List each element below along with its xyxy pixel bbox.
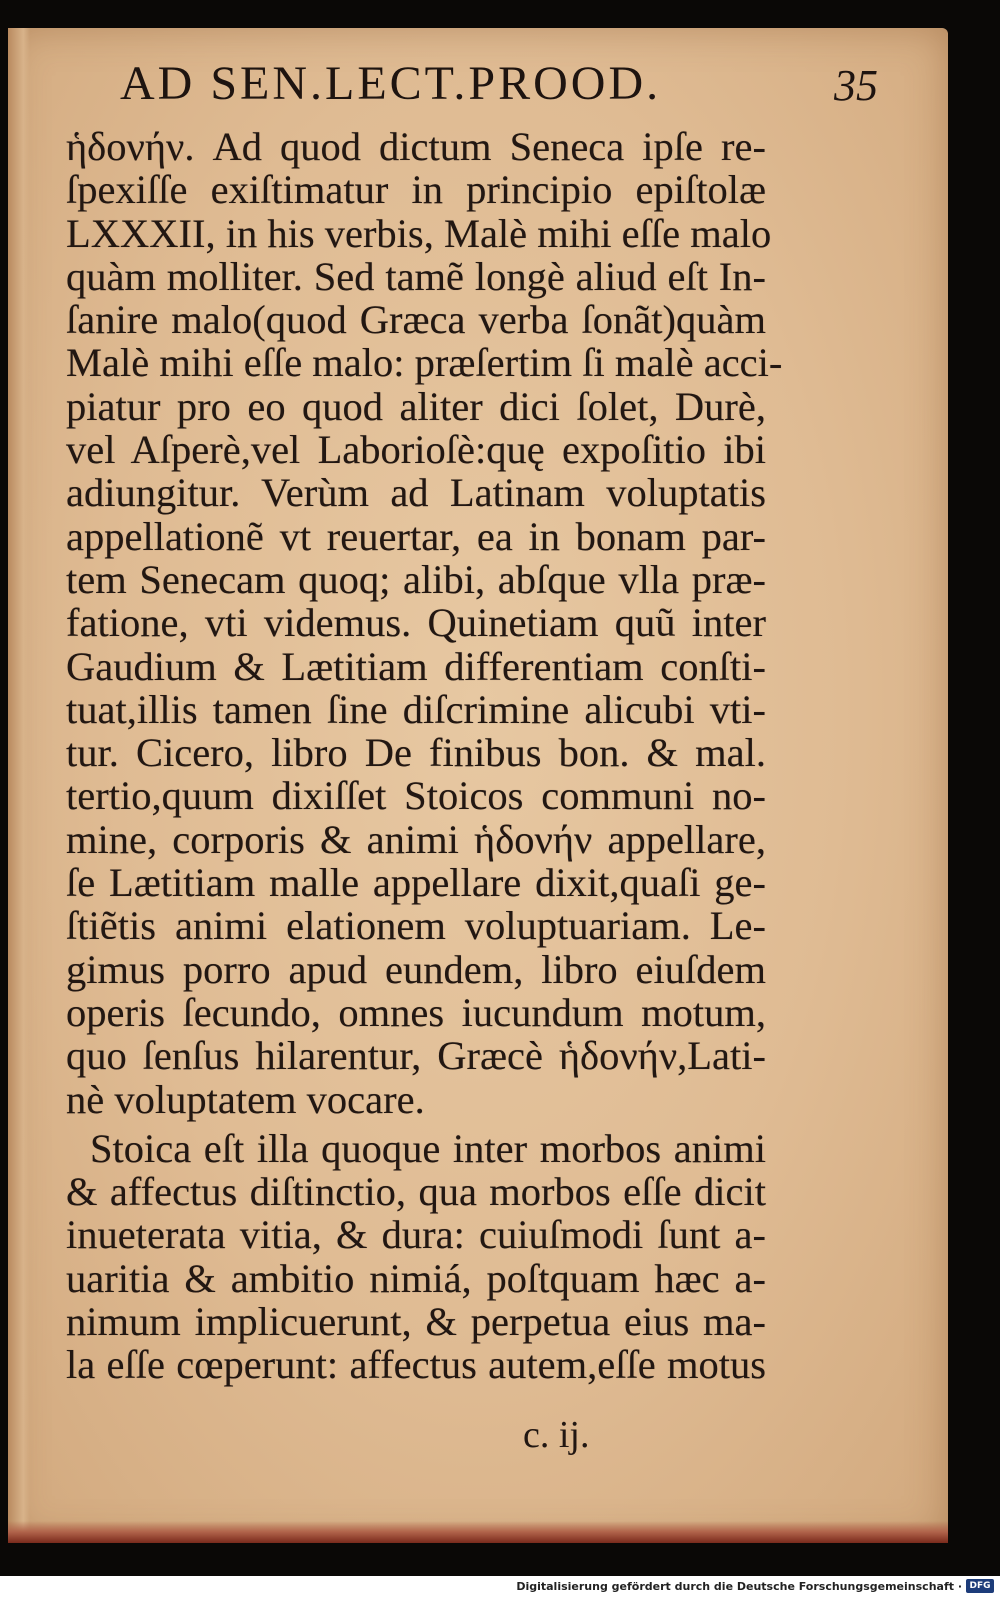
text-line: tertio,quum dixiſſet Stoicos communi no- xyxy=(66,773,766,819)
body-text xyxy=(66,124,783,1388)
text-line: & affectus diſtinctio, qua morbos eſſe dicit xyxy=(66,1169,766,1215)
dfg-logo-icon: DFG xyxy=(966,1579,994,1593)
text-line: gimus porro apud eundem, libro eiuſdem xyxy=(66,946,766,992)
text-line: LXXXII, in his verbis, Malè mihi eſſe malo xyxy=(66,210,772,256)
text-line: quo ſenſus hilarentur, Græcè ἡδονήν,Lati- xyxy=(66,1033,766,1079)
footer-credit: Digitalisierung gefördert durch die Deutsche Forschungsgemeinschaft · xyxy=(516,1580,962,1593)
text-line: uaritia & ambitio nimiá, poſtquam hæc a- xyxy=(66,1255,766,1301)
book-page xyxy=(8,28,948,1543)
text-line: operis ſecundo, omnes iucundum motum, xyxy=(66,989,766,1035)
text-line: Stoica eſt illa quoque inter morbos animi xyxy=(90,1125,766,1171)
signature-mark: c. ij. xyxy=(523,1414,590,1456)
page-number: 35 xyxy=(834,61,878,110)
text-line: nè voluptatem vocare. xyxy=(66,1076,425,1122)
text-line: Malè mihi eſſe malo: præſertim ſi malè acci- xyxy=(66,340,783,386)
text-line: fatione, vti videmus. Quinetiam quũ inter xyxy=(66,600,766,646)
text-line: adiungitur. Verùm ad Latinam voluptatis xyxy=(66,470,766,516)
text-line: quàm molliter. Sed tamẽ longè aliud eſt In- xyxy=(66,253,766,299)
text-line: ſtiẽtis animi elationem voluptuariam. Le- xyxy=(66,903,766,949)
text-line: Gaudium & Lætitiam differentiam conſti- xyxy=(66,643,766,689)
page-bottom-edge xyxy=(8,1521,948,1543)
text-line: nimum implicuerunt, & perpetua eius ma- xyxy=(66,1299,766,1345)
text-line: appellationẽ vt reuertar, ea in bonam par- xyxy=(66,513,766,559)
text-line: vel Aſperè,vel Laborioſè:quę expoſitio ibi xyxy=(66,427,766,473)
text-line: tem Senecam quoq; alibi, abſque vlla præ- xyxy=(66,556,766,602)
text-line: tur. Cicero, libro De finibus bon. & mal. xyxy=(66,730,766,776)
text-line: ſanire malo(quod Græca verba ſonãt)quàm xyxy=(66,297,766,343)
text-line: ſe Lætitiam malle appellare dixit,quaſi ge- xyxy=(66,860,766,906)
text-line: tuat,illis tamen ſine diſcrimine alicubi vti- xyxy=(66,686,766,732)
digitization-footer xyxy=(0,1576,1000,1599)
page-spine-shadow xyxy=(8,28,30,1543)
page-header xyxy=(108,46,888,110)
text-line: inueterata vitia, & dura: cuiuſmodi ſunt a- xyxy=(66,1212,766,1258)
text-line: la eſſe cœperunt: affectus autem,eſſe motus xyxy=(66,1342,766,1388)
running-head: AD SEN.LECT.PROOD. xyxy=(120,57,662,110)
text-line: ſpexiſſe exiſtimatur in principio epiſtolæ xyxy=(66,167,766,213)
text-line: piatur pro eo quod aliter dici ſolet, Durè, xyxy=(66,383,766,429)
text-line: mine, corporis & animi ἡδονήν appellare, xyxy=(66,816,766,862)
text-line: ἡδονήν. Ad quod dictum Seneca ipſe re- xyxy=(66,124,766,169)
